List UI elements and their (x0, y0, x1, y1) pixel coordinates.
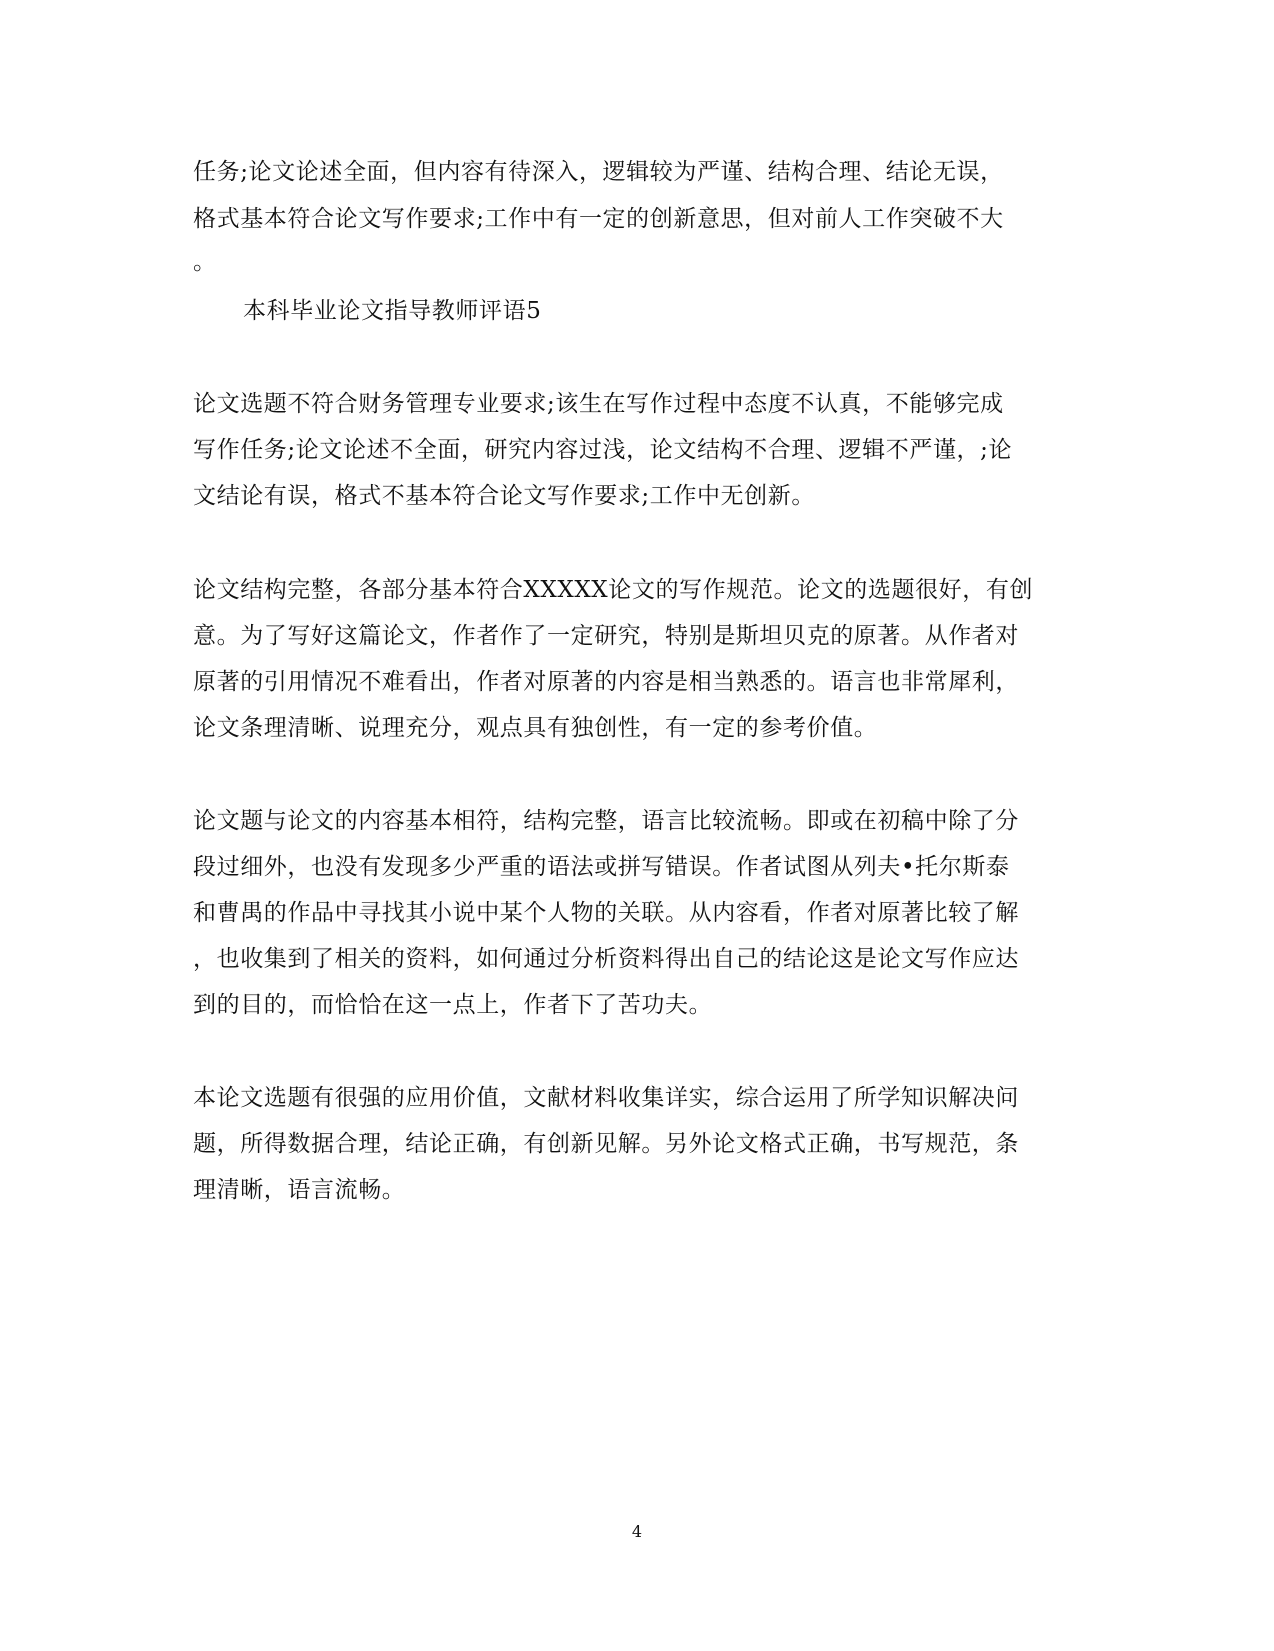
text-line: 论文选题不符合财务管理专业要求;该生在写作过程中态度不认真，不能够完成 (193, 391, 1004, 417)
text-line: ，也收集到了相关的资料，如何通过分析资料得出自己的结论这是论文写作应达 (193, 946, 1019, 972)
text-line: 题，所得数据合理，结论正确，有创新见解。另外论文格式正确，书写规范，条 (193, 1131, 1019, 1157)
text-line: 任务;论文论述全面，但内容有待深入，逻辑较为严谨、结构合理、结论无误， (193, 159, 1004, 185)
section-heading: 本科毕业论文指导教师评语5 (243, 298, 542, 324)
text-line: 写作任务;论文论述不全面，研究内容过浅，论文结构不合理、逻辑不严谨，;论 (193, 437, 1013, 463)
text-line: 本论文选题有很强的应用价值，文献材料收集详实，综合运用了所学知识解决问 (193, 1085, 1019, 1111)
text-line: 段过细外，也没有发现多少严重的语法或拼写错误。作者试图从列夫•托尔斯泰 (193, 854, 1010, 880)
text-line: 论文条理清晰、说理充分，观点具有独创性，有一定的参考价值。 (193, 715, 878, 741)
text-line: 原著的引用情况不难看出，作者对原著的内容是相当熟悉的。语言也非常犀利， (193, 669, 1019, 695)
text-line: 文结论有误，格式不基本符合论文写作要求;工作中无创新。 (193, 483, 815, 509)
text-line: 论文结构完整，各部分基本符合XXXXX论文的写作规范。论文的选题很好，有创 (193, 577, 1034, 603)
text-line: 。 (193, 249, 217, 275)
text-line: 格式基本符合论文写作要求;工作中有一定的创新意思，但对前人工作突破不大 (193, 206, 1004, 232)
text-line: 论文题与论文的内容基本相符，结构完整，语言比较流畅。即或在初稿中除了分 (193, 808, 1019, 834)
text-line: 和曹禺的作品中寻找其小说中某个人物的关联。从内容看，作者对原著比较了解 (193, 900, 1019, 926)
text-line: 意。为了写好这篇论文，作者作了一定研究，特别是斯坦贝克的原著。从作者对 (193, 623, 1019, 649)
text-line: 到的目的，而恰恰在这一点上，作者下了苦功夫。 (193, 992, 713, 1018)
page-number: 4 (631, 1522, 643, 1541)
text-line: 理清晰，语言流畅。 (193, 1177, 406, 1203)
